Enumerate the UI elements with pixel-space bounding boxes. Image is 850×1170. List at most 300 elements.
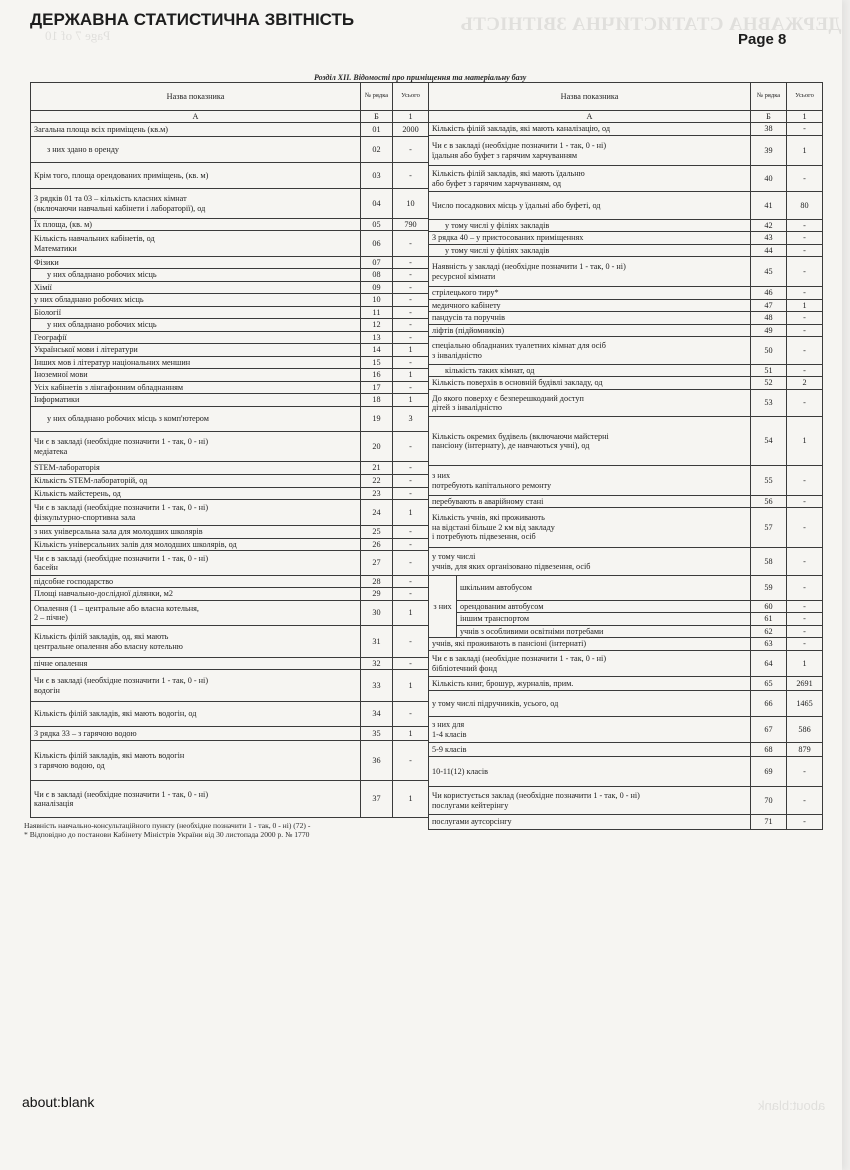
column-code-b: Б	[361, 111, 393, 123]
row-value: -	[787, 576, 823, 601]
indicator-name: з них здано в оренду	[31, 137, 361, 163]
section-title: Розділ XII. Відомості про приміщення та матеріальну базу	[314, 73, 527, 82]
row-value: -	[393, 137, 429, 163]
indicator-name: медичного кабінету	[429, 300, 751, 312]
table-row	[31, 626, 429, 658]
table-row	[31, 488, 429, 500]
row-number: 04	[361, 189, 393, 219]
table-row	[429, 613, 823, 626]
row-number: 65	[751, 677, 787, 691]
indicator-name: пандусів та поручнів	[429, 312, 751, 325]
indicator-name: З рядків 01 та 03 – кількість класних кімнат (включаючи навчальні кабінети і лабораторії), од	[31, 189, 361, 219]
indicator-name: у тому числі у філіях закладів	[429, 245, 751, 257]
row-number: 53	[751, 390, 787, 417]
indicator-name: Їх площа, (кв. м)	[31, 219, 361, 231]
table-row	[429, 257, 823, 287]
column-header-name: Назва показника	[429, 83, 751, 111]
row-number: 59	[751, 576, 787, 601]
indicator-name: Кількість майстерень, од	[31, 488, 361, 500]
table-row	[429, 192, 823, 220]
table-row	[429, 123, 823, 136]
row-value: -	[787, 815, 823, 830]
indicator-name: Чи є в закладі (необхідне позначити 1 - так, 0 - ні) їдальня або буфет з гарячим харчуванням	[429, 136, 751, 166]
row-value: -	[393, 462, 429, 475]
row-value: -	[393, 269, 429, 282]
row-number: 48	[751, 312, 787, 325]
indicator-name: Хімії	[31, 282, 361, 294]
row-value: -	[787, 365, 823, 377]
row-number: 67	[751, 717, 787, 743]
group-label: з них	[429, 576, 457, 638]
table-row	[429, 496, 823, 508]
row-number: 44	[751, 245, 787, 257]
row-number: 33	[361, 670, 393, 702]
indicator-name: у них обладнано робочих місць	[31, 269, 361, 282]
table-row	[429, 815, 823, 830]
indicator-name: Чи є в закладі (необхідне позначити 1 - так, 0 - ні) водогін	[31, 670, 361, 702]
footnote-consultation-point: Наявність навчально-консультаційного пункту (необхідне позначити 1 - так, 0 - ні) (72) -	[24, 821, 311, 830]
row-number: 03	[361, 163, 393, 189]
indicator-name: у тому числі підручників, усього, од	[429, 691, 751, 717]
table-row	[31, 344, 429, 357]
row-value: -	[787, 245, 823, 257]
row-value: -	[787, 220, 823, 232]
table-row	[429, 312, 823, 325]
row-value: -	[393, 576, 429, 588]
row-number: 51	[751, 365, 787, 377]
row-value: -	[393, 307, 429, 319]
table-row	[31, 307, 429, 319]
indicator-name: З рядка 40 – у пристосованих приміщеннях	[429, 232, 751, 245]
table-row	[31, 269, 429, 282]
indicator-name: іншим транспортом	[457, 613, 751, 626]
row-number: 56	[751, 496, 787, 508]
table-row	[31, 475, 429, 488]
indicator-name: ліфтів (підйомників)	[429, 325, 751, 337]
row-number: 13	[361, 332, 393, 344]
row-number: 46	[751, 287, 787, 300]
row-number: 15	[361, 357, 393, 369]
indicator-name: Кількість окремих будівель (включаючи майстерні пансіону (інтернату), де навчаються учні), од	[429, 417, 751, 466]
row-number: 10	[361, 294, 393, 307]
table-row	[31, 588, 429, 601]
table-row	[31, 137, 429, 163]
row-value: -	[787, 626, 823, 638]
table-row	[429, 166, 823, 192]
row-value: 2691	[787, 677, 823, 691]
row-number: 38	[751, 123, 787, 136]
row-number: 07	[361, 257, 393, 269]
row-value: 1	[393, 394, 429, 407]
row-value: 2	[787, 377, 823, 390]
table-row	[429, 365, 823, 377]
indicator-name: Площі навчально-дослідної ділянки, м2	[31, 588, 361, 601]
row-value: 3	[393, 407, 429, 432]
row-number: 32	[361, 658, 393, 670]
row-value: 1	[393, 781, 429, 818]
indicator-name: Крім того, площа орендованих приміщень, (кв. м)	[31, 163, 361, 189]
indicator-name: Чи є в закладі (необхідне позначити 1 - так, 0 - ні) фізкультурно-спортивна зала	[31, 500, 361, 526]
indicator-name: Кількість книг, брошур, журналів, прим.	[429, 677, 751, 691]
table-row	[429, 300, 823, 312]
indicator-name: з них для 1-4 класів	[429, 717, 751, 743]
indicator-name: STEM-лабораторія	[31, 462, 361, 475]
row-number: 55	[751, 466, 787, 496]
indicator-name: орендованим автобусом	[457, 601, 751, 613]
table-row	[31, 551, 429, 576]
row-number: 41	[751, 192, 787, 220]
column-code-b: Б	[751, 111, 787, 123]
indicator-name: шкільним автобусом	[457, 576, 751, 601]
row-number: 16	[361, 369, 393, 382]
row-number: 66	[751, 691, 787, 717]
table-row	[31, 294, 429, 307]
table-row	[31, 462, 429, 475]
indicator-name: Географії	[31, 332, 361, 344]
indicator-name: 10-11(12) класів	[429, 757, 751, 787]
row-number: 63	[751, 638, 787, 651]
indicator-name: Чи є в закладі (необхідне позначити 1 - так, 0 - ні) медіатека	[31, 432, 361, 462]
indicator-name: з них потребують капітального ремонту	[429, 466, 751, 496]
table-row	[31, 658, 429, 670]
row-number: 05	[361, 219, 393, 231]
row-value: -	[787, 613, 823, 626]
right-table-body	[429, 123, 823, 830]
table-row	[429, 390, 823, 417]
row-number: 30	[361, 601, 393, 626]
table-row	[31, 163, 429, 189]
row-value: -	[787, 390, 823, 417]
row-value: -	[787, 601, 823, 613]
row-value: -	[787, 287, 823, 300]
row-number: 43	[751, 232, 787, 245]
row-number: 50	[751, 337, 787, 365]
row-value: -	[393, 475, 429, 488]
indicator-name: кількість таких кімнат, од	[429, 365, 751, 377]
row-value: 1	[787, 651, 823, 677]
page-number: Page 8	[738, 31, 787, 48]
table-row	[429, 651, 823, 677]
indicator-name: Іноземної мови	[31, 369, 361, 382]
row-value: -	[787, 312, 823, 325]
table-row	[31, 382, 429, 394]
indicator-name: пічне опалення	[31, 658, 361, 670]
row-value: -	[393, 539, 429, 551]
row-value: -	[787, 757, 823, 787]
indicator-name: Інших мов і літератур національних меншин	[31, 357, 361, 369]
indicator-name: Число посадкових місць у їдальні або буфеті, од	[429, 192, 751, 220]
table-row	[429, 287, 823, 300]
row-number: 69	[751, 757, 787, 787]
indicator-name: учнів з особливими освітніми потребами	[457, 626, 751, 638]
indicator-name: перебувають в аварійному стані	[429, 496, 751, 508]
row-number: 14	[361, 344, 393, 357]
row-value: -	[393, 357, 429, 369]
row-number: 29	[361, 588, 393, 601]
column-code-a: А	[429, 111, 751, 123]
table-row	[429, 417, 823, 466]
table-row	[429, 638, 823, 651]
table-row	[429, 232, 823, 245]
indicator-name: Біології	[31, 307, 361, 319]
row-value: 1	[393, 344, 429, 357]
row-value: 1	[393, 500, 429, 526]
indicator-name: послугами аутсорсінгу	[429, 815, 751, 830]
row-value: 1	[393, 369, 429, 382]
row-number: 37	[361, 781, 393, 818]
table-row	[429, 548, 823, 576]
indicator-name: учнів, які проживають в пансіоні (інтернаті)	[429, 638, 751, 651]
row-value: -	[393, 741, 429, 781]
row-value: -	[393, 658, 429, 670]
row-number: 39	[751, 136, 787, 166]
row-value: -	[787, 508, 823, 548]
row-number: 64	[751, 651, 787, 677]
indicator-name: Кількість STEM-лабораторій, од	[31, 475, 361, 488]
table-row	[31, 369, 429, 382]
table-row	[429, 717, 823, 743]
row-value: 80	[787, 192, 823, 220]
indicator-name: Чи користується заклад (необхідне позначити 1 - так, 0 - ні) послугами кейтерінгу	[429, 787, 751, 815]
column-code-a: А	[31, 111, 361, 123]
table-row	[429, 757, 823, 787]
indicator-name: Чи є в закладі (необхідне позначити 1 - так, 0 - ні) бібліотечний фонд	[429, 651, 751, 677]
row-value: -	[787, 232, 823, 245]
table-row	[31, 282, 429, 294]
row-value: 2000	[393, 123, 429, 137]
row-value: 1	[393, 727, 429, 741]
indicator-name: З рядка 33 – з гарячою водою	[31, 727, 361, 741]
table-row	[429, 220, 823, 232]
row-number: 12	[361, 319, 393, 332]
table-row	[31, 123, 429, 137]
row-value: 586	[787, 717, 823, 743]
table-row	[31, 432, 429, 462]
row-value: -	[787, 166, 823, 192]
left-indicator-table	[30, 82, 429, 818]
row-number: 34	[361, 702, 393, 727]
indicator-name: Фізики	[31, 257, 361, 269]
indicator-name: з них універсальна зала для молодших школярів	[31, 526, 361, 539]
row-number: 24	[361, 500, 393, 526]
row-number: 20	[361, 432, 393, 462]
table-row	[31, 257, 429, 269]
column-code-1: 1	[787, 111, 823, 123]
row-value: 1	[787, 417, 823, 466]
table-row	[429, 136, 823, 166]
row-value: -	[787, 337, 823, 365]
left-table-body	[31, 123, 429, 818]
row-value: -	[787, 257, 823, 287]
indicator-name: Кількість філій закладів, які мають каналізацію, од	[429, 123, 751, 136]
row-value: -	[393, 319, 429, 332]
footnote-regulation: * Відповідно до постанови Кабінету Міністрів України від 30 листопада 2000 р. № 1770	[24, 830, 310, 839]
row-number: 18	[361, 394, 393, 407]
row-number: 17	[361, 382, 393, 394]
indicator-name: Кількість філій закладів, які мають водогін, од	[31, 702, 361, 727]
indicator-name: Кількість філій закладів, які мають їдальню або буфет з гарячим харчуванням, од	[429, 166, 751, 192]
row-number: 70	[751, 787, 787, 815]
page-header-title: ДЕРЖАВНА СТАТИСТИЧНА ЗВІТНІСТЬ	[30, 10, 355, 29]
table-row	[31, 357, 429, 369]
indicator-name: Загальна площа всіх приміщень (кв.м)	[31, 123, 361, 137]
row-value: -	[787, 496, 823, 508]
row-number: 40	[751, 166, 787, 192]
table-row	[31, 500, 429, 526]
row-value: -	[787, 325, 823, 337]
row-value: 879	[787, 743, 823, 757]
column-header-name: Назва показника	[31, 83, 361, 111]
row-value: 1	[787, 300, 823, 312]
right-indicator-table	[428, 82, 823, 830]
row-value: 1	[393, 670, 429, 702]
indicator-name: Кількість філій закладів, од, які мають центральне опалення або власну котельню	[31, 626, 361, 658]
table-row	[31, 319, 429, 332]
row-value: -	[393, 294, 429, 307]
row-number: 49	[751, 325, 787, 337]
row-number: 26	[361, 539, 393, 551]
row-value: -	[393, 626, 429, 658]
row-value: -	[393, 282, 429, 294]
column-code-1: 1	[393, 111, 429, 123]
row-value: -	[393, 526, 429, 539]
row-value: 10	[393, 189, 429, 219]
row-value: -	[393, 588, 429, 601]
row-value: -	[393, 702, 429, 727]
row-value: 1465	[787, 691, 823, 717]
bleed-through-page: Page 7 of 10	[45, 28, 111, 43]
row-number: 62	[751, 626, 787, 638]
column-header-total: Усього	[787, 83, 823, 111]
table-row	[31, 526, 429, 539]
indicator-name: Української мови і літератури	[31, 344, 361, 357]
table-row	[429, 626, 823, 638]
table-row	[31, 407, 429, 432]
row-number: 71	[751, 815, 787, 830]
indicator-name: Кількість навчальних кабінетів, од Математики	[31, 231, 361, 257]
row-value: -	[787, 638, 823, 651]
indicator-name: у них обладнано робочих місць	[31, 294, 361, 307]
row-number: 45	[751, 257, 787, 287]
row-number: 31	[361, 626, 393, 658]
table-row	[429, 576, 823, 601]
bleed-through-title: ДЕРЖАВНА СТАТИСТИЧНА ЗВІТНІСТЬ	[460, 14, 842, 35]
row-number: 61	[751, 613, 787, 626]
table-row	[429, 691, 823, 717]
row-value: -	[393, 257, 429, 269]
table-row	[31, 781, 429, 818]
row-number: 60	[751, 601, 787, 613]
indicator-name: До якого поверху є безперешкодний доступ дітей з інвалідністю	[429, 390, 751, 417]
row-value: 790	[393, 219, 429, 231]
indicator-name: Чи є в закладі (необхідне позначити 1 - так, 0 - ні) басейн	[31, 551, 361, 576]
indicator-name: Чи є в закладі (необхідне позначити 1 - так, 0 - ні) каналізація	[31, 781, 361, 818]
indicator-name: 5-9 класів	[429, 743, 751, 757]
table-row	[429, 508, 823, 548]
row-value: -	[393, 488, 429, 500]
row-number: 25	[361, 526, 393, 539]
column-header-row: № рядка	[361, 83, 393, 111]
row-number: 02	[361, 137, 393, 163]
table-row	[429, 325, 823, 337]
row-value: 1	[393, 601, 429, 626]
browser-footer-url: about:blank	[22, 1094, 95, 1110]
row-number: 19	[361, 407, 393, 432]
row-number: 06	[361, 231, 393, 257]
table-row	[429, 787, 823, 815]
table-row	[429, 743, 823, 757]
table-row	[429, 466, 823, 496]
table-row	[31, 576, 429, 588]
indicator-name: Усіх кабінетів з лінгафонним обладнанням	[31, 382, 361, 394]
row-number: 21	[361, 462, 393, 475]
indicator-name: спеціально обладнаних туалетних кімнат для осіб з інвалідністю	[429, 337, 751, 365]
row-number: 23	[361, 488, 393, 500]
row-number: 36	[361, 741, 393, 781]
table-row	[31, 332, 429, 344]
table-row	[429, 601, 823, 613]
row-value: -	[393, 382, 429, 394]
table-row	[31, 231, 429, 257]
indicator-name: Кількість поверхів в основній будівлі закладу, од	[429, 377, 751, 390]
row-number: 11	[361, 307, 393, 319]
row-value: -	[787, 787, 823, 815]
row-value: -	[393, 432, 429, 462]
table-row	[31, 670, 429, 702]
indicator-name: Кількість універсальних залів для молодших школярів, од	[31, 539, 361, 551]
row-number: 22	[361, 475, 393, 488]
indicator-name: стрілецького тиру*	[429, 287, 751, 300]
table-row	[429, 377, 823, 390]
table-row	[31, 539, 429, 551]
row-number: 28	[361, 576, 393, 588]
row-value: -	[393, 163, 429, 189]
row-value: -	[787, 466, 823, 496]
row-value: -	[787, 548, 823, 576]
row-value: -	[787, 123, 823, 136]
row-value: -	[393, 332, 429, 344]
indicator-name: Інформатики	[31, 394, 361, 407]
row-value: 1	[787, 136, 823, 166]
indicator-name: у них обладнано робочих місць	[31, 319, 361, 332]
table-row	[31, 741, 429, 781]
table-row	[31, 702, 429, 727]
row-number: 52	[751, 377, 787, 390]
indicator-name: у них обладнано робочих місць з комп'ютером	[31, 407, 361, 432]
column-header-row: № рядка	[751, 83, 787, 111]
row-value: -	[393, 551, 429, 576]
indicator-name: Кількість філій закладів, які мають водогін з гарячою водою, од	[31, 741, 361, 781]
row-number: 35	[361, 727, 393, 741]
table-row	[429, 245, 823, 257]
indicator-name: підсобне господарство	[31, 576, 361, 588]
indicator-name: у тому числі у філіях закладів	[429, 220, 751, 232]
indicator-name: Наявність у закладі (необхідне позначити 1 - так, 0 - ні) ресурсної кімнати	[429, 257, 751, 287]
table-row	[31, 727, 429, 741]
indicator-name: у тому числі учнів, для яких організовано підвезення, осіб	[429, 548, 751, 576]
column-header-total: Усього	[393, 83, 429, 111]
bleed-through-footer: about:blank	[758, 1098, 826, 1113]
indicator-name: Опалення (1 – центральне або власна котельня, 2 – пічне)	[31, 601, 361, 626]
row-number: 68	[751, 743, 787, 757]
row-number: 54	[751, 417, 787, 466]
table-row	[31, 219, 429, 231]
table-row	[31, 394, 429, 407]
table-row	[31, 189, 429, 219]
row-number: 08	[361, 269, 393, 282]
indicator-name: Кількість учнів, які проживають на відстані більше 2 км від закладу і потребують підвезення, осіб	[429, 508, 751, 548]
table-row	[429, 677, 823, 691]
